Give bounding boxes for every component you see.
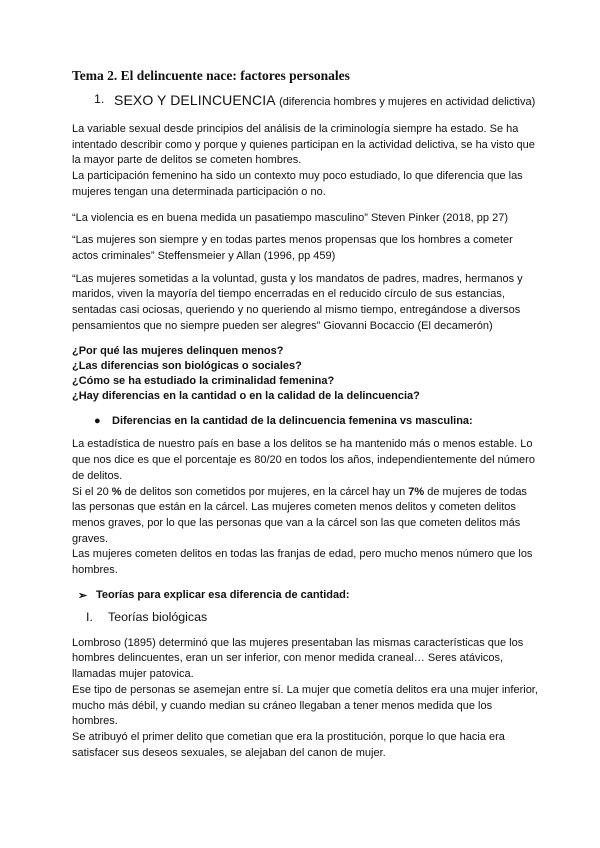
- question: ¿Por qué las mujeres delinquen menos?: [72, 345, 284, 358]
- section-number: 1.: [94, 92, 105, 106]
- bullet-text: Diferencias en la cantidad de la delincuencia femenina vs masculina:: [112, 415, 473, 428]
- section-subtitle: (diferencia hombres y mujeres en actividad delictiva): [279, 96, 536, 108]
- subsection-number: I.: [86, 609, 93, 624]
- quote-steffensmeier: “Las mujeres son siempre y en todas partes menos propensas que los hombres a cometer actos criminales” Steffensmeier y Allan (1996, pp 459): [72, 234, 513, 262]
- lombroso-paragraph: Se atribuyó el primer delito que cometian que era la prostitución, porque lo que hacia era satisfacer sus deseos sexuales, se alejaban del canon de mujer.: [72, 730, 505, 759]
- stats-paragraph: Las mujeres cometen delitos en todas las franjas de edad, pero mucho menos número que los hombres.: [72, 548, 533, 577]
- lombroso-paragraph: Ese tipo de personas se asemejan entre sí. La mujer que cometía delitos era una mujer inferior, mucho más débil, y cuando median su cráneo llegaban a tener menos medida que los hombres.: [72, 683, 538, 728]
- question: ¿Las diferencias son biológicas o sociales?: [72, 360, 302, 373]
- subsection-heading: [86, 610, 540, 624]
- subsection-title: Teorías biológicas: [108, 609, 208, 624]
- lombroso-paragraph: Lombroso (1895) determinó que las mujeres presentaban las mismas características que los hombres delincuentes, eran un ser inferior, con menor medida craneal… Seres atávicos, llamadas mujer patovica.: [72, 636, 524, 681]
- intro-paragraph: La participación femenino ha sido un contexto muy poco estudiado, lo que diferencia que las mujeres tengan una determinada participación o no.: [72, 170, 523, 198]
- quote-pinker: “La violencia es en buena medida un pasatiempo masculino” Steven Pinker (2018, pp 27): [72, 211, 508, 224]
- arrow-heading: [78, 589, 540, 602]
- bullet-icon: ●: [94, 415, 101, 428]
- section-heading: [94, 92, 540, 108]
- intro-paragraph: La variable sexual desde principios del análisis de la criminología siempre ha estado. Se ha intentado describir como y porque y quienes participan en la actividad delictiva, se ha visto que la mayor parte de delitos se cometen hombres.: [72, 123, 535, 167]
- question: ¿Cómo se ha estudiado la criminalidad femenina?: [72, 375, 335, 388]
- questions-list: [72, 344, 540, 404]
- arrow-text: Teorías para explicar esa diferencia de cantidad:: [96, 588, 350, 601]
- document-title: Tema 2. El delincuente nace: factores personales: [72, 68, 350, 83]
- document-page: [72, 68, 540, 761]
- section-title: SEXO Y DELINCUENCIA: [114, 92, 276, 108]
- quote-bocaccio: “Las mujeres sometidas a la voluntad, gusta y los mandatos de padres, madres, hermanos y maridos, viven la mayoría del tiempo encerradas en el reducido círculo de sus estancias, sentadas casi ociosas, queriendo y no queriendo al mismo tiempo, entregándose a diversos pensamientos que no siempre pueden ser alegres” Giovanni Bocaccio (El decamerón): [72, 272, 523, 332]
- stats-paragraph: Si el 20 % de delitos son cometidos por mujeres, en la cárcel hay un 7% de mujeres de todas las personas que están en la cárcel. Las mujeres cometen menos delitos y cometen delitos menos graves, por lo que las personas que van a la cárcel son las que cometen delitos más graves.: [72, 485, 527, 545]
- arrow-icon: ➢: [78, 589, 88, 602]
- bullet-heading: [94, 414, 540, 429]
- question: ¿Hay diferencias en la cantidad o en la calidad de la delincuencia?: [72, 390, 420, 403]
- stats-paragraph: La estadística de nuestro país en base a los delitos se ha mantenido más o menos estable. Lo que nos dice es que el porcentaje es 80/20 en todos los años, independientemente del número de delitos.: [72, 438, 535, 482]
